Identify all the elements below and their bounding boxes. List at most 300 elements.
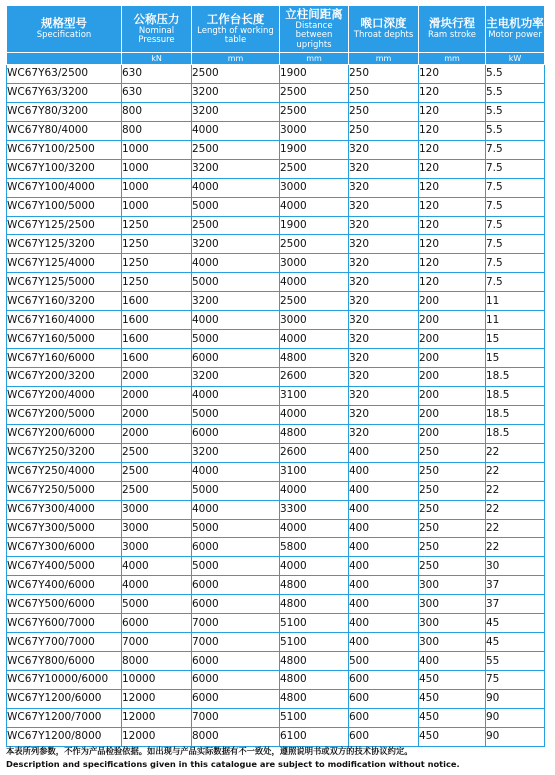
table-row bbox=[7, 178, 545, 197]
table-row bbox=[7, 386, 545, 405]
value-cell: 12000 bbox=[122, 708, 192, 727]
value-cell: 2600 bbox=[280, 443, 349, 462]
value-cell: 5000 bbox=[192, 197, 280, 216]
value-cell: 400 bbox=[349, 481, 419, 500]
table-row bbox=[7, 633, 545, 652]
model-cell: WC67Y1200/7000 bbox=[7, 708, 122, 727]
value-cell: 4000 bbox=[280, 273, 349, 292]
value-cell: 4000 bbox=[192, 254, 280, 273]
value-cell: 4800 bbox=[280, 349, 349, 368]
value-cell: 800 bbox=[122, 121, 192, 140]
value-cell: 6000 bbox=[192, 576, 280, 595]
header-ram-stroke bbox=[419, 6, 486, 53]
value-cell: 200 bbox=[419, 368, 486, 387]
value-cell: 1250 bbox=[122, 216, 192, 235]
value-cell: 22 bbox=[486, 538, 545, 557]
value-cell: 7000 bbox=[192, 708, 280, 727]
value-cell: 7.5 bbox=[486, 197, 545, 216]
model-cell: WC67Y300/5000 bbox=[7, 519, 122, 538]
value-cell: 2500 bbox=[280, 83, 349, 102]
value-cell: 7000 bbox=[192, 633, 280, 652]
value-cell: 4000 bbox=[122, 557, 192, 576]
value-cell: 7000 bbox=[122, 633, 192, 652]
value-cell: 320 bbox=[349, 140, 419, 159]
value-cell: 400 bbox=[349, 557, 419, 576]
model-cell: WC67Y125/4000 bbox=[7, 254, 122, 273]
value-cell: 200 bbox=[419, 349, 486, 368]
value-cell: 600 bbox=[349, 689, 419, 708]
value-cell: 3200 bbox=[192, 292, 280, 311]
model-cell: WC67Y300/4000 bbox=[7, 500, 122, 519]
table-row bbox=[7, 519, 545, 538]
value-cell: 6000 bbox=[122, 614, 192, 633]
value-cell: 5800 bbox=[280, 538, 349, 557]
value-cell: 6000 bbox=[192, 689, 280, 708]
model-cell: WC67Y100/3200 bbox=[7, 159, 122, 178]
value-cell: 2000 bbox=[122, 386, 192, 405]
value-cell: 4000 bbox=[280, 405, 349, 424]
value-cell: 6100 bbox=[280, 727, 349, 746]
value-cell: 200 bbox=[419, 405, 486, 424]
value-cell: 2000 bbox=[122, 424, 192, 443]
table-row bbox=[7, 557, 545, 576]
value-cell: 22 bbox=[486, 519, 545, 538]
value-cell: 2500 bbox=[192, 140, 280, 159]
unit-cell: mm bbox=[280, 53, 349, 65]
value-cell: 500 bbox=[349, 652, 419, 671]
value-cell: 6000 bbox=[192, 349, 280, 368]
header-throat-depth-cn: 喉口深度 bbox=[360, 16, 407, 31]
header-table-length bbox=[192, 6, 280, 53]
value-cell: 120 bbox=[419, 121, 486, 140]
value-cell: 600 bbox=[349, 671, 419, 690]
header-motor-power bbox=[486, 6, 545, 53]
value-cell: 90 bbox=[486, 708, 545, 727]
value-cell: 2500 bbox=[122, 462, 192, 481]
value-cell: 250 bbox=[419, 557, 486, 576]
value-cell: 320 bbox=[349, 254, 419, 273]
unit-cell: kW bbox=[486, 53, 545, 65]
model-cell: WC67Y100/4000 bbox=[7, 178, 122, 197]
table-row bbox=[7, 102, 545, 121]
value-cell: 400 bbox=[419, 652, 486, 671]
specification-table bbox=[6, 5, 545, 747]
value-cell: 200 bbox=[419, 311, 486, 330]
header-throat-depth bbox=[349, 6, 419, 53]
value-cell: 90 bbox=[486, 689, 545, 708]
value-cell: 320 bbox=[349, 273, 419, 292]
model-cell: WC67Y1200/8000 bbox=[7, 727, 122, 746]
value-cell: 300 bbox=[419, 614, 486, 633]
header-upright-distance-cn: 立柱间距离 bbox=[285, 6, 343, 21]
value-cell: 120 bbox=[419, 216, 486, 235]
model-cell: WC67Y125/5000 bbox=[7, 273, 122, 292]
value-cell: 22 bbox=[486, 481, 545, 500]
value-cell: 400 bbox=[349, 576, 419, 595]
value-cell: 4000 bbox=[192, 178, 280, 197]
value-cell: 8000 bbox=[192, 727, 280, 746]
value-cell: 630 bbox=[122, 83, 192, 102]
value-cell: 120 bbox=[419, 102, 486, 121]
table-row bbox=[7, 140, 545, 159]
value-cell: 5000 bbox=[192, 330, 280, 349]
header-row bbox=[7, 6, 545, 53]
value-cell: 250 bbox=[419, 538, 486, 557]
model-cell: WC67Y600/7000 bbox=[7, 614, 122, 633]
value-cell: 1900 bbox=[280, 216, 349, 235]
value-cell: 3100 bbox=[280, 462, 349, 481]
header-specification bbox=[7, 6, 122, 53]
value-cell: 22 bbox=[486, 443, 545, 462]
value-cell: 4000 bbox=[192, 121, 280, 140]
value-cell: 200 bbox=[419, 330, 486, 349]
value-cell: 120 bbox=[419, 254, 486, 273]
value-cell: 15 bbox=[486, 349, 545, 368]
value-cell: 4800 bbox=[280, 424, 349, 443]
value-cell: 250 bbox=[419, 500, 486, 519]
table-row bbox=[7, 671, 545, 690]
value-cell: 300 bbox=[419, 595, 486, 614]
unit-cell bbox=[7, 53, 122, 65]
value-cell: 2500 bbox=[122, 443, 192, 462]
model-cell: WC67Y250/5000 bbox=[7, 481, 122, 500]
header-specification-en: Specification bbox=[36, 30, 92, 41]
header-table-length-cn: 工作台长度 bbox=[206, 11, 265, 26]
value-cell: 5000 bbox=[122, 595, 192, 614]
value-cell: 7.5 bbox=[486, 254, 545, 273]
value-cell: 400 bbox=[349, 462, 419, 481]
value-cell: 3200 bbox=[192, 102, 280, 121]
value-cell: 5100 bbox=[280, 708, 349, 727]
value-cell: 450 bbox=[419, 727, 486, 746]
header-nominal-pressure-en: Nominal Pressure bbox=[138, 25, 175, 45]
value-cell: 22 bbox=[486, 462, 545, 481]
header-ram-stroke-cn: 滑块行程 bbox=[429, 16, 475, 31]
value-cell: 75 bbox=[486, 671, 545, 690]
model-cell: WC67Y160/5000 bbox=[7, 330, 122, 349]
value-cell: 10000 bbox=[122, 671, 192, 690]
value-cell: 250 bbox=[349, 102, 419, 121]
value-cell: 320 bbox=[349, 292, 419, 311]
value-cell: 6000 bbox=[192, 652, 280, 671]
value-cell: 400 bbox=[349, 538, 419, 557]
value-cell: 7.5 bbox=[486, 216, 545, 235]
value-cell: 450 bbox=[419, 689, 486, 708]
value-cell: 1900 bbox=[280, 140, 349, 159]
value-cell: 18.5 bbox=[486, 368, 545, 387]
value-cell: 800 bbox=[122, 102, 192, 121]
table-row bbox=[7, 727, 545, 746]
unit-row bbox=[7, 53, 545, 65]
model-cell: WC67Y300/6000 bbox=[7, 538, 122, 557]
model-cell: WC67Y80/3200 bbox=[7, 102, 122, 121]
value-cell: 3200 bbox=[192, 235, 280, 254]
table-row bbox=[7, 273, 545, 292]
model-cell: WC67Y200/5000 bbox=[7, 405, 122, 424]
table-row bbox=[7, 121, 545, 140]
value-cell: 1900 bbox=[280, 65, 349, 84]
value-cell: 5000 bbox=[192, 557, 280, 576]
value-cell: 2600 bbox=[280, 368, 349, 387]
value-cell: 450 bbox=[419, 671, 486, 690]
value-cell: 18.5 bbox=[486, 424, 545, 443]
table-row bbox=[7, 500, 545, 519]
value-cell: 5100 bbox=[280, 633, 349, 652]
value-cell: 250 bbox=[349, 121, 419, 140]
table-row bbox=[7, 405, 545, 424]
table-row bbox=[7, 443, 545, 462]
footnote-english: Description and specifications given in this catalogue are subject to modification without notice. bbox=[6, 759, 460, 769]
model-cell: WC67Y63/2500 bbox=[7, 65, 122, 84]
value-cell: 400 bbox=[349, 633, 419, 652]
model-cell: WC67Y1200/6000 bbox=[7, 689, 122, 708]
table-row bbox=[7, 197, 545, 216]
value-cell: 120 bbox=[419, 273, 486, 292]
model-cell: WC67Y200/4000 bbox=[7, 386, 122, 405]
value-cell: 320 bbox=[349, 424, 419, 443]
value-cell: 200 bbox=[419, 424, 486, 443]
value-cell: 200 bbox=[419, 386, 486, 405]
value-cell: 7000 bbox=[192, 614, 280, 633]
value-cell: 120 bbox=[419, 83, 486, 102]
value-cell: 3000 bbox=[122, 500, 192, 519]
value-cell: 5000 bbox=[192, 405, 280, 424]
value-cell: 4800 bbox=[280, 689, 349, 708]
value-cell: 200 bbox=[419, 292, 486, 311]
value-cell: 7.5 bbox=[486, 140, 545, 159]
value-cell: 3000 bbox=[280, 121, 349, 140]
value-cell: 6000 bbox=[192, 424, 280, 443]
value-cell: 1600 bbox=[122, 349, 192, 368]
value-cell: 4000 bbox=[280, 557, 349, 576]
value-cell: 18.5 bbox=[486, 405, 545, 424]
table-row bbox=[7, 83, 545, 102]
value-cell: 15 bbox=[486, 330, 545, 349]
value-cell: 7.5 bbox=[486, 235, 545, 254]
model-cell: WC67Y100/5000 bbox=[7, 197, 122, 216]
table-row bbox=[7, 652, 545, 671]
value-cell: 3200 bbox=[192, 368, 280, 387]
value-cell: 2500 bbox=[192, 65, 280, 84]
value-cell: 4000 bbox=[192, 386, 280, 405]
model-cell: WC67Y160/4000 bbox=[7, 311, 122, 330]
value-cell: 5.5 bbox=[486, 83, 545, 102]
value-cell: 400 bbox=[349, 500, 419, 519]
value-cell: 5.5 bbox=[486, 102, 545, 121]
value-cell: 3000 bbox=[280, 254, 349, 273]
header-ram-stroke-en: Ram stroke bbox=[427, 30, 477, 41]
value-cell: 120 bbox=[419, 65, 486, 84]
value-cell: 90 bbox=[486, 727, 545, 746]
value-cell: 1000 bbox=[122, 178, 192, 197]
value-cell: 2500 bbox=[280, 235, 349, 254]
value-cell: 320 bbox=[349, 159, 419, 178]
value-cell: 4800 bbox=[280, 671, 349, 690]
model-cell: WC67Y160/3200 bbox=[7, 292, 122, 311]
table-row bbox=[7, 576, 545, 595]
table-row bbox=[7, 424, 545, 443]
header-specification-cn: 规格型号 bbox=[41, 16, 87, 31]
value-cell: 300 bbox=[419, 576, 486, 595]
value-cell: 320 bbox=[349, 405, 419, 424]
table-row bbox=[7, 330, 545, 349]
table-row bbox=[7, 65, 545, 84]
header-table-length-en: Length of working table bbox=[197, 25, 274, 45]
header-upright-distance-en: Distance between uprights bbox=[295, 20, 333, 50]
value-cell: 4800 bbox=[280, 652, 349, 671]
value-cell: 3300 bbox=[280, 500, 349, 519]
value-cell: 3100 bbox=[280, 386, 349, 405]
value-cell: 4000 bbox=[122, 576, 192, 595]
value-cell: 5.5 bbox=[486, 65, 545, 84]
value-cell: 6000 bbox=[192, 538, 280, 557]
value-cell: 4000 bbox=[280, 330, 349, 349]
table-row bbox=[7, 349, 545, 368]
model-cell: WC67Y800/6000 bbox=[7, 652, 122, 671]
model-cell: WC67Y100/2500 bbox=[7, 140, 122, 159]
value-cell: 400 bbox=[349, 443, 419, 462]
value-cell: 120 bbox=[419, 178, 486, 197]
value-cell: 7.5 bbox=[486, 273, 545, 292]
value-cell: 2500 bbox=[122, 481, 192, 500]
header-nominal-pressure-cn: 公称压力 bbox=[133, 11, 180, 26]
table-row bbox=[7, 462, 545, 481]
value-cell: 250 bbox=[419, 481, 486, 500]
model-cell: WC67Y700/7000 bbox=[7, 633, 122, 652]
table-row bbox=[7, 538, 545, 557]
value-cell: 7.5 bbox=[486, 178, 545, 197]
value-cell: 3000 bbox=[122, 519, 192, 538]
table-row bbox=[7, 254, 545, 273]
value-cell: 600 bbox=[349, 727, 419, 746]
value-cell: 120 bbox=[419, 159, 486, 178]
value-cell: 2000 bbox=[122, 405, 192, 424]
value-cell: 1000 bbox=[122, 159, 192, 178]
value-cell: 5100 bbox=[280, 614, 349, 633]
value-cell: 11 bbox=[486, 311, 545, 330]
value-cell: 11 bbox=[486, 292, 545, 311]
value-cell: 120 bbox=[419, 140, 486, 159]
value-cell: 3200 bbox=[192, 159, 280, 178]
value-cell: 320 bbox=[349, 197, 419, 216]
value-cell: 600 bbox=[349, 708, 419, 727]
value-cell: 400 bbox=[349, 614, 419, 633]
value-cell: 1250 bbox=[122, 273, 192, 292]
table-row bbox=[7, 614, 545, 633]
model-cell: WC67Y400/5000 bbox=[7, 557, 122, 576]
unit-cell: kN bbox=[122, 53, 192, 65]
value-cell: 250 bbox=[419, 519, 486, 538]
value-cell: 6000 bbox=[192, 595, 280, 614]
table-row bbox=[7, 235, 545, 254]
footnote-chinese: 本表所列参数，不作为产品检验依据。如出现与产品实际数据有不一致处，遵照说明书或双方的技术协议约定。 bbox=[6, 746, 413, 756]
value-cell: 250 bbox=[349, 65, 419, 84]
value-cell: 400 bbox=[349, 519, 419, 538]
value-cell: 3200 bbox=[192, 443, 280, 462]
value-cell: 22 bbox=[486, 500, 545, 519]
unit-cell: mm bbox=[192, 53, 280, 65]
table-row bbox=[7, 689, 545, 708]
value-cell: 2500 bbox=[280, 292, 349, 311]
value-cell: 2500 bbox=[192, 216, 280, 235]
model-cell: WC67Y250/3200 bbox=[7, 443, 122, 462]
unit-cell: mm bbox=[349, 53, 419, 65]
value-cell: 400 bbox=[349, 595, 419, 614]
value-cell: 30 bbox=[486, 557, 545, 576]
model-cell: WC67Y10000/6000 bbox=[7, 671, 122, 690]
value-cell: 18.5 bbox=[486, 386, 545, 405]
value-cell: 250 bbox=[419, 462, 486, 481]
model-cell: WC67Y250/4000 bbox=[7, 462, 122, 481]
table-row bbox=[7, 159, 545, 178]
model-cell: WC67Y80/4000 bbox=[7, 121, 122, 140]
value-cell: 4800 bbox=[280, 595, 349, 614]
value-cell: 250 bbox=[349, 83, 419, 102]
value-cell: 1600 bbox=[122, 292, 192, 311]
value-cell: 3000 bbox=[122, 538, 192, 557]
value-cell: 3000 bbox=[280, 311, 349, 330]
value-cell: 320 bbox=[349, 311, 419, 330]
header-motor-power-cn: 主电机功率 bbox=[486, 16, 544, 31]
value-cell: 6000 bbox=[192, 671, 280, 690]
value-cell: 320 bbox=[349, 330, 419, 349]
value-cell: 5000 bbox=[192, 481, 280, 500]
unit-cell: mm bbox=[419, 53, 486, 65]
header-motor-power-en: Motor power bbox=[488, 30, 542, 41]
value-cell: 37 bbox=[486, 595, 545, 614]
value-cell: 320 bbox=[349, 216, 419, 235]
value-cell: 4000 bbox=[280, 481, 349, 500]
value-cell: 5000 bbox=[192, 273, 280, 292]
value-cell: 320 bbox=[349, 349, 419, 368]
table-row bbox=[7, 292, 545, 311]
header-throat-depth-en: Throat dephts bbox=[353, 30, 414, 41]
value-cell: 4000 bbox=[280, 519, 349, 538]
value-cell: 1250 bbox=[122, 254, 192, 273]
value-cell: 4000 bbox=[192, 462, 280, 481]
value-cell: 4800 bbox=[280, 576, 349, 595]
model-cell: WC67Y500/6000 bbox=[7, 595, 122, 614]
model-cell: WC67Y63/3200 bbox=[7, 83, 122, 102]
value-cell: 1600 bbox=[122, 330, 192, 349]
value-cell: 300 bbox=[419, 633, 486, 652]
model-cell: WC67Y125/3200 bbox=[7, 235, 122, 254]
value-cell: 1000 bbox=[122, 140, 192, 159]
value-cell: 8000 bbox=[122, 652, 192, 671]
model-cell: WC67Y160/6000 bbox=[7, 349, 122, 368]
header-nominal-pressure bbox=[122, 6, 192, 53]
model-cell: WC67Y200/3200 bbox=[7, 368, 122, 387]
value-cell: 1250 bbox=[122, 235, 192, 254]
table-row bbox=[7, 481, 545, 500]
value-cell: 320 bbox=[349, 386, 419, 405]
table-body bbox=[7, 65, 545, 747]
value-cell: 2500 bbox=[280, 102, 349, 121]
value-cell: 4000 bbox=[192, 311, 280, 330]
value-cell: 2500 bbox=[280, 159, 349, 178]
value-cell: 4000 bbox=[280, 197, 349, 216]
value-cell: 55 bbox=[486, 652, 545, 671]
table-row bbox=[7, 368, 545, 387]
value-cell: 7.5 bbox=[486, 159, 545, 178]
value-cell: 120 bbox=[419, 235, 486, 254]
value-cell: 320 bbox=[349, 178, 419, 197]
value-cell: 450 bbox=[419, 708, 486, 727]
value-cell: 4000 bbox=[192, 500, 280, 519]
header-upright-distance bbox=[280, 6, 349, 53]
value-cell: 45 bbox=[486, 633, 545, 652]
table-row bbox=[7, 708, 545, 727]
